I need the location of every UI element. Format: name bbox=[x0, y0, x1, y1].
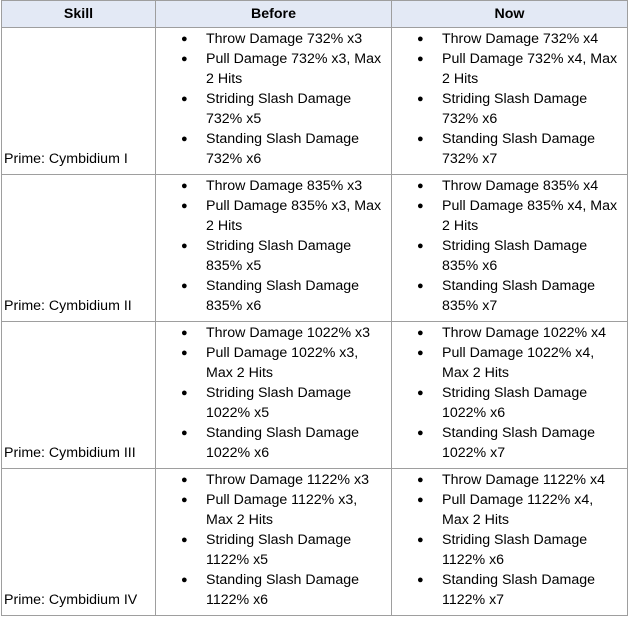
bullet-icon: ● bbox=[181, 133, 188, 145]
list-item-text: Throw Damage 1022% x4 bbox=[442, 325, 607, 341]
list-item bbox=[392, 530, 627, 570]
list-item-text: Pull Damage 732% x4, Max 2 Hits bbox=[442, 51, 618, 87]
header-before: Before bbox=[156, 1, 392, 28]
list-item bbox=[156, 570, 391, 610]
list-item-text: Striding Slash Damage 1122% x6 bbox=[442, 532, 588, 568]
bullet-icon: ● bbox=[417, 574, 424, 586]
list-item-text: Pull Damage 1122% x3, Max 2 Hits bbox=[206, 492, 358, 528]
list-item-text: Standing Slash Damage 1122% x6 bbox=[206, 572, 360, 608]
before-list bbox=[156, 323, 391, 463]
list-item bbox=[156, 196, 391, 236]
now-cell bbox=[392, 28, 628, 175]
list-item-text: Standing Slash Damage 1122% x7 bbox=[442, 572, 596, 608]
before-cell bbox=[156, 28, 392, 175]
list-item-text: Standing Slash Damage 1022% x6 bbox=[206, 425, 360, 461]
table-row bbox=[2, 175, 628, 322]
list-item-text: Throw Damage 835% x4 bbox=[442, 178, 599, 194]
list-item-text: Standing Slash Damage 835% x6 bbox=[206, 278, 360, 314]
bullet-icon: ● bbox=[181, 53, 188, 65]
before-list bbox=[156, 29, 391, 169]
bullet-icon: ● bbox=[417, 427, 424, 439]
before-list bbox=[156, 176, 391, 316]
list-item bbox=[392, 236, 627, 276]
table-row bbox=[2, 469, 628, 616]
list-item bbox=[392, 323, 627, 343]
header-row bbox=[2, 1, 628, 28]
bullet-icon: ● bbox=[417, 494, 424, 506]
now-cell bbox=[392, 469, 628, 616]
list-item bbox=[392, 176, 627, 196]
bullet-icon: ● bbox=[181, 574, 188, 586]
bullet-icon: ● bbox=[181, 327, 188, 339]
list-item-text: Striding Slash Damage 1022% x6 bbox=[442, 385, 588, 421]
header-now: Now bbox=[392, 1, 628, 28]
list-item-text: Pull Damage 1122% x4, Max 2 Hits bbox=[442, 492, 594, 528]
table-body bbox=[2, 28, 628, 616]
list-item-text: Throw Damage 1022% x3 bbox=[206, 325, 371, 341]
list-item-text: Throw Damage 1122% x3 bbox=[206, 472, 369, 488]
list-item-text: Throw Damage 835% x3 bbox=[206, 178, 363, 194]
now-cell bbox=[392, 322, 628, 469]
table-row bbox=[2, 322, 628, 469]
now-list bbox=[392, 323, 627, 463]
list-item-text: Pull Damage 835% x3, Max 2 Hits bbox=[206, 198, 382, 234]
list-item bbox=[392, 49, 627, 89]
skill-comparison-table bbox=[1, 0, 628, 616]
list-item bbox=[392, 383, 627, 423]
list-item bbox=[392, 490, 627, 530]
skill-name-cell: Prime: Cymbidium II bbox=[2, 175, 156, 322]
list-item-text: Throw Damage 1122% x4 bbox=[442, 472, 605, 488]
bullet-icon: ● bbox=[181, 280, 188, 292]
list-item bbox=[392, 196, 627, 236]
bullet-icon: ● bbox=[181, 180, 188, 192]
now-list bbox=[392, 176, 627, 316]
list-item-text: Standing Slash Damage 732% x7 bbox=[442, 131, 596, 167]
bullet-icon: ● bbox=[417, 327, 424, 339]
skill-name-cell: Prime: Cymbidium I bbox=[2, 28, 156, 175]
list-item-text: Pull Damage 732% x3, Max 2 Hits bbox=[206, 51, 382, 87]
bullet-icon: ● bbox=[181, 347, 188, 359]
list-item bbox=[156, 490, 391, 530]
list-item-text: Striding Slash Damage 732% x6 bbox=[442, 91, 588, 127]
now-list bbox=[392, 29, 627, 169]
list-item bbox=[156, 129, 391, 169]
bullet-icon: ● bbox=[181, 387, 188, 399]
skill-name-cell: Prime: Cymbidium IV bbox=[2, 469, 156, 616]
bullet-icon: ● bbox=[417, 534, 424, 546]
list-item-text: Standing Slash Damage 732% x6 bbox=[206, 131, 360, 167]
list-item bbox=[392, 29, 627, 49]
bullet-icon: ● bbox=[417, 240, 424, 252]
table-row bbox=[2, 28, 628, 175]
list-item-text: Striding Slash Damage 835% x6 bbox=[442, 238, 588, 274]
bullet-icon: ● bbox=[417, 280, 424, 292]
bullet-icon: ● bbox=[417, 33, 424, 45]
list-item-text: Throw Damage 732% x3 bbox=[206, 31, 363, 47]
before-list bbox=[156, 470, 391, 610]
list-item bbox=[156, 470, 391, 490]
bullet-icon: ● bbox=[181, 240, 188, 252]
bullet-icon: ● bbox=[417, 93, 424, 105]
list-item bbox=[156, 49, 391, 89]
list-item bbox=[392, 423, 627, 463]
bullet-icon: ● bbox=[181, 474, 188, 486]
list-item-text: Throw Damage 732% x4 bbox=[442, 31, 599, 47]
bullet-icon: ● bbox=[181, 534, 188, 546]
list-item bbox=[156, 236, 391, 276]
before-cell bbox=[156, 175, 392, 322]
list-item bbox=[392, 570, 627, 610]
bullet-icon: ● bbox=[417, 200, 424, 212]
list-item bbox=[156, 29, 391, 49]
list-item-text: Pull Damage 1022% x3, Max 2 Hits bbox=[206, 345, 359, 381]
list-item-text: Pull Damage 1022% x4, Max 2 Hits bbox=[442, 345, 595, 381]
list-item bbox=[156, 276, 391, 316]
bullet-icon: ● bbox=[181, 93, 188, 105]
before-cell bbox=[156, 322, 392, 469]
now-list bbox=[392, 470, 627, 610]
list-item bbox=[156, 176, 391, 196]
list-item bbox=[156, 323, 391, 343]
list-item bbox=[392, 343, 627, 383]
list-item-text: Striding Slash Damage 1022% x5 bbox=[206, 385, 352, 421]
list-item bbox=[392, 470, 627, 490]
bullet-icon: ● bbox=[417, 133, 424, 145]
header-skill: Skill bbox=[2, 1, 156, 28]
list-item-text: Standing Slash Damage 1022% x7 bbox=[442, 425, 596, 461]
list-item-text: Standing Slash Damage 835% x7 bbox=[442, 278, 596, 314]
bullet-icon: ● bbox=[417, 347, 424, 359]
table-header bbox=[2, 1, 628, 28]
list-item bbox=[156, 383, 391, 423]
list-item-text: Striding Slash Damage 1122% x5 bbox=[206, 532, 352, 568]
list-item bbox=[392, 89, 627, 129]
now-cell bbox=[392, 175, 628, 322]
bullet-icon: ● bbox=[181, 494, 188, 506]
bullet-icon: ● bbox=[417, 53, 424, 65]
list-item bbox=[156, 89, 391, 129]
bullet-icon: ● bbox=[181, 427, 188, 439]
list-item-text: Striding Slash Damage 732% x5 bbox=[206, 91, 352, 127]
bullet-icon: ● bbox=[417, 387, 424, 399]
list-item bbox=[156, 530, 391, 570]
before-cell bbox=[156, 469, 392, 616]
bullet-icon: ● bbox=[417, 474, 424, 486]
list-item bbox=[392, 129, 627, 169]
list-item bbox=[156, 423, 391, 463]
list-item-text: Striding Slash Damage 835% x5 bbox=[206, 238, 352, 274]
skill-name-cell: Prime: Cymbidium III bbox=[2, 322, 156, 469]
bullet-icon: ● bbox=[181, 33, 188, 45]
list-item-text: Pull Damage 835% x4, Max 2 Hits bbox=[442, 198, 618, 234]
list-item bbox=[392, 276, 627, 316]
bullet-icon: ● bbox=[417, 180, 424, 192]
bullet-icon: ● bbox=[181, 200, 188, 212]
list-item bbox=[156, 343, 391, 383]
